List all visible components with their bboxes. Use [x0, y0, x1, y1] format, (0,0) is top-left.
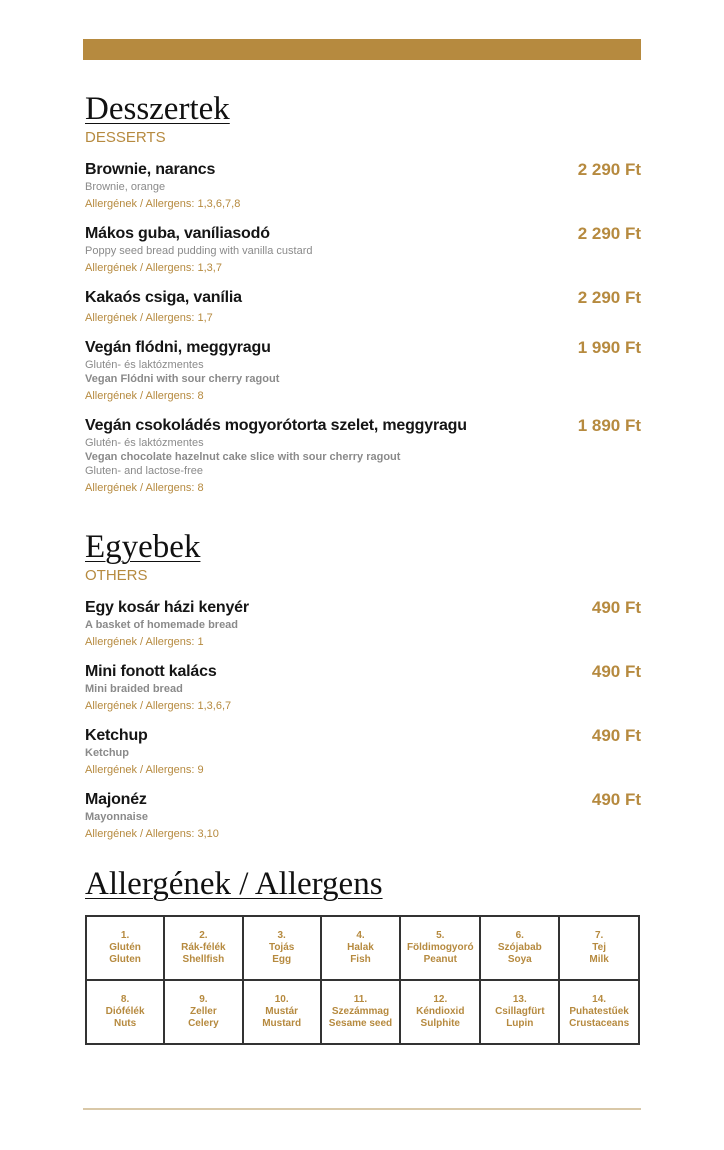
allergen-row	[86, 980, 639, 1044]
others-title: Egyebek	[85, 529, 201, 565]
allergen-cell	[400, 916, 480, 980]
allergen-num: 6.	[515, 930, 524, 941]
allergen-cell	[480, 980, 559, 1044]
item-allergens: Allergének / Allergens: 9	[85, 764, 204, 776]
allergen-en: Soya	[507, 954, 532, 965]
item-name: Vegán flódni, meggyragu	[85, 339, 271, 356]
allergen-hu: Szezámmag	[331, 1006, 390, 1017]
item-description: Vegan Flódni with sour cherry ragout	[85, 373, 280, 385]
item-price: 1 990 Ft	[577, 338, 641, 357]
item-price: 2 290 Ft	[577, 288, 641, 307]
allergen-en: Shellfish	[182, 954, 225, 965]
allergen-num: 12.	[433, 994, 448, 1005]
allergen-hu: Mustár	[265, 1006, 299, 1017]
item-allergens: Allergének / Allergens: 1,7	[85, 312, 213, 324]
allergen-hu: Tojás	[268, 942, 295, 953]
item-description: Brownie, orange	[85, 181, 166, 193]
item-price: 2 290 Ft	[577, 160, 641, 179]
menu-item	[85, 160, 641, 211]
item-name: Egy kosár házi kenyér	[85, 599, 249, 616]
allergen-hu: Halak	[347, 942, 374, 953]
item-description: Vegan chocolate hazelnut cake slice with sour cherry ragout	[85, 451, 401, 463]
menu-item	[85, 662, 641, 713]
item-allergens: Allergének / Allergens: 1,3,6,7	[85, 700, 232, 712]
allergen-num: 9.	[199, 994, 208, 1005]
item-price: 490 Ft	[591, 662, 641, 681]
item-description: Gluten- and lactose-free	[85, 465, 204, 477]
allergen-num: 11.	[353, 994, 368, 1005]
menu-item	[85, 338, 641, 403]
menu-content	[85, 90, 641, 1045]
allergen-num: 3.	[277, 930, 286, 941]
item-allergens: Allergének / Allergens: 1,3,7	[85, 262, 222, 274]
allergen-row	[86, 916, 639, 980]
allergen-cell	[243, 916, 321, 980]
allergen-en: Fish	[350, 954, 371, 965]
item-name: Mini fonott kalács	[85, 663, 217, 680]
allergen-num: 14.	[592, 994, 607, 1005]
allergen-cell	[480, 916, 559, 980]
item-name: Kakaós csiga, vanília	[85, 289, 242, 306]
allergens-title: Allergének / Allergens	[85, 866, 383, 902]
item-name: Mákos guba, vaníliasodó	[85, 225, 270, 242]
allergen-hu: Diófélék	[105, 1006, 145, 1017]
allergen-cell	[164, 980, 242, 1044]
allergen-num: 5.	[436, 930, 445, 941]
menu-item	[85, 288, 641, 325]
allergen-en: Nuts	[113, 1018, 137, 1029]
item-name: Majonéz	[85, 791, 147, 808]
allergen-num: 4.	[356, 930, 365, 941]
menu-item	[85, 790, 641, 841]
allergen-num: 7.	[594, 930, 604, 941]
item-price: 490 Ft	[591, 790, 641, 809]
desserts-subtitle: DESSERTS	[85, 129, 166, 146]
item-name: Brownie, narancs	[85, 161, 216, 178]
item-description: A basket of homemade bread	[85, 619, 239, 631]
menu-item	[85, 726, 641, 777]
item-allergens: Allergének / Allergens: 3,10	[85, 828, 219, 840]
allergen-cell	[164, 916, 242, 980]
allergen-en: Sesame seed	[328, 1018, 393, 1029]
item-allergens: Allergének / Allergens: 8	[85, 390, 204, 402]
allergen-cell	[86, 916, 164, 980]
allergen-en: Crustaceans	[569, 1018, 630, 1029]
allergens-table	[85, 915, 640, 1045]
item-allergens: Allergének / Allergens: 1	[85, 636, 204, 648]
item-description: Poppy seed bread pudding with vanilla custard	[85, 245, 313, 257]
others-subtitle: OTHERS	[85, 567, 148, 584]
menu-item	[85, 224, 641, 275]
allergen-en: Peanut	[423, 954, 457, 965]
allergen-num: 10.	[274, 994, 289, 1005]
allergen-cell	[400, 980, 480, 1044]
menu-item	[85, 598, 641, 649]
allergen-hu: Rák-félék	[181, 942, 226, 953]
menu-item	[85, 416, 641, 495]
allergen-num: 2.	[199, 930, 208, 941]
item-name: Vegán csokoládés mogyorótorta szelet, meggyragu	[85, 417, 467, 434]
item-description: Glutén- és laktózmentes	[85, 359, 204, 371]
allergen-num: 1.	[120, 930, 130, 941]
item-description: Mayonnaise	[85, 811, 148, 823]
item-description: Glutén- és laktózmentes	[85, 437, 204, 449]
allergen-en: Sulphite	[420, 1018, 460, 1029]
allergen-hu: Földimogyoró	[406, 942, 474, 953]
item-allergens: Allergének / Allergens: 1,3,6,7,8	[85, 198, 241, 210]
header-bar	[83, 39, 641, 60]
item-allergens: Allergének / Allergens: 8	[85, 482, 204, 494]
allergen-cell	[559, 916, 639, 980]
allergen-en: Gluten	[109, 954, 141, 965]
desserts-title: Desszertek	[85, 91, 230, 127]
allergen-en: Mustard	[262, 1018, 302, 1029]
item-price: 490 Ft	[591, 726, 641, 745]
allergen-en: Milk	[589, 954, 609, 965]
allergen-num: 13.	[512, 994, 527, 1005]
allergen-cell	[321, 916, 400, 980]
allergen-hu: Szójabab	[497, 942, 542, 953]
allergen-hu: Kéndioxid	[416, 1006, 465, 1017]
footer-line	[83, 1108, 641, 1110]
allergen-hu: Tej	[592, 942, 606, 953]
allergen-hu: Glutén	[109, 942, 141, 953]
allergen-en: Celery	[188, 1018, 219, 1029]
desserts-list	[85, 160, 641, 495]
item-name: Ketchup	[85, 727, 148, 744]
allergen-cell	[321, 980, 400, 1044]
item-description: Mini braided bread	[85, 683, 183, 695]
item-price: 2 290 Ft	[577, 224, 641, 243]
allergen-cell	[86, 980, 164, 1044]
allergen-hu: Zeller	[190, 1006, 217, 1017]
allergen-hu: Puhatestűek	[569, 1006, 629, 1017]
others-list	[85, 598, 641, 841]
allergen-cell	[559, 980, 639, 1044]
item-price: 490 Ft	[591, 598, 641, 617]
allergen-en: Egg	[272, 954, 292, 965]
allergen-num: 8.	[120, 994, 130, 1005]
allergen-cell	[243, 980, 321, 1044]
item-description: Ketchup	[85, 747, 129, 759]
item-price: 1 890 Ft	[577, 416, 641, 435]
allergen-en: Lupin	[506, 1018, 534, 1029]
allergen-hu: Csillagfürt	[495, 1006, 545, 1017]
